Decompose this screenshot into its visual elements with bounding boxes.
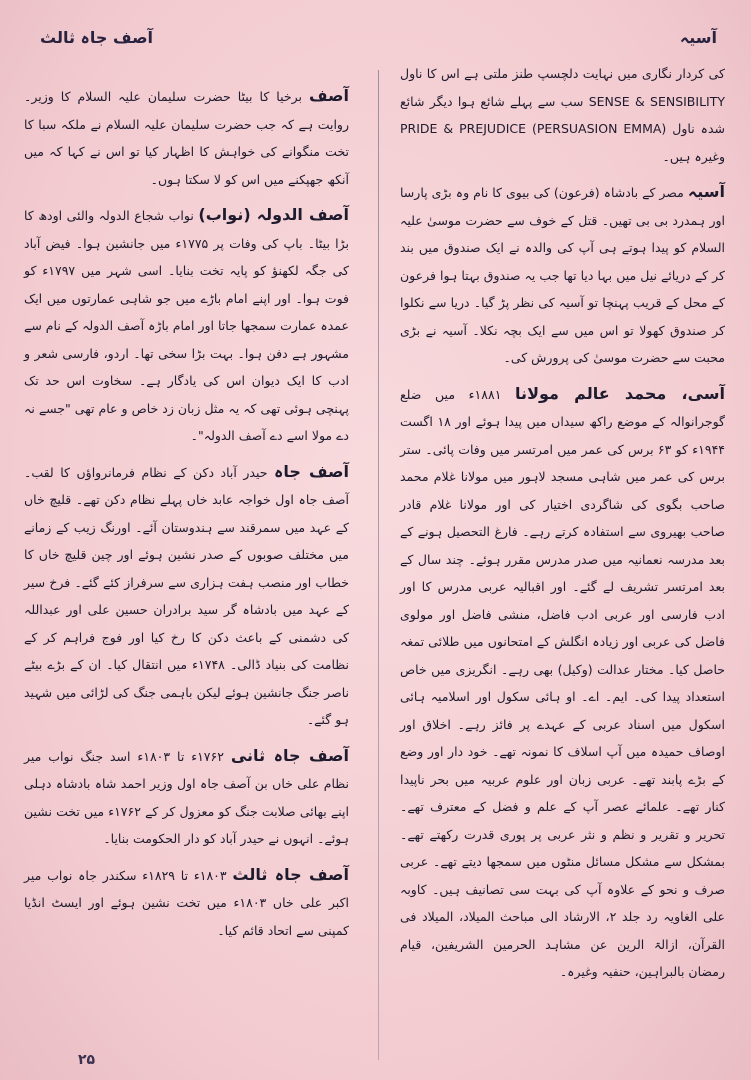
entry-headword: آصف جاہ — [273, 461, 349, 481]
entry-headword: آصف جاہ ثالث — [232, 864, 349, 884]
entry-text: نواب شجاع الدولہ والئی اودھ کا بڑا بیٹا۔ باپ کی وفات پر ۱۷۷۵ء میں جانشین ہوا۔ فیض آباد کی جگہ لکھنؤ کو پایہ تخت بنایا۔ اسی شہر میں ۱۷۹۷ء کو فوت ہوا۔ اور اپنے امام باڑے میں جو شاہی عمارتوں میں ایک عمدہ عمارت سمجھا جاتا اور امام باڑہ آصف الدولہ کے نام سے مشہور ہے دفن ہوا۔ بہت بڑا سخی تھا۔ اردو، فارسی شعر و ادب کا ایک دیوان اس کی یادگار ہے۔ سخاوت اس حد تک پہنچی ہوئی تھی کہ یہ مثل زبان زد خاص و عام تھی "جسے نہ دے مولا اسے دے آصف الدولہ"۔ — [24, 208, 350, 443]
entry-asiya — [400, 178, 725, 372]
right-column — [400, 60, 725, 994]
left-column — [24, 82, 349, 952]
entry-text: کی کردار نگاری میں نہایت دلچسپ طنز ملتی ہے اس کا ناول SENSE & SENSIBILITY سب سے پہلے شائع ہوا دیگر شائع شدہ ناول PRIDE & PREJUDICE (PERSUASION EMMA) وغیرہ ہیں۔ — [400, 66, 725, 164]
entry-text: حیدر آباد دکن کے نظام فرمانرواؤں کا لقب۔ آصف جاہ اول خواجہ عابد خاں پہلے نظام دکن تھے۔ قلیچ خاں کے عہد میں سمرقند سے ہندوستان آئے۔ اورنگ زیب کے زمانے میں مختلف صوبوں کے صدر نشین ہوئے اور چین قلیچ خاں کا خطاب اور منصب ہفت ہزاری سے سرفراز کئے گئے۔ فرخ سیر کے عہد میں بادشاہ گر سید برادران حسین علی اور عبداللہ کی دشمنی کے باعث دکن کا رخ کیا اور فوج فراہم کر کے نظامت کی بنیاد ڈالی۔ ۱۷۴۸ء میں انتقال کیا۔ ان کے بڑے بیٹے ناصر جنگ جانشین ہوئے لیکن باہمی جنگ کی لڑائی میں شہید ہو گئے۔ — [24, 464, 349, 727]
entry-asaf-jah-sani — [24, 742, 349, 853]
entry-text: برخیا کا بیٹا حضرت سلیمان علیہ السلام کا وزیر۔ روایت ہے کہ جب حضرت سلیمان علیہ السلام نے ملکہ سبا کا تخت منگوانے کی خواہش کا اظہار کیا تو اس نے کہا کہ میں آنکھ جھپکنے میں اس کو لا سکتا ہوں۔ — [24, 89, 349, 187]
entry-text: مصر کے بادشاہ (فرعون) کی بیوی کا نام وہ بڑی پارسا اور ہمدرد بی بی تھیں۔ قتل کے خوف سے حضرت موسیٰ علیہ السلام کو پیدا ہوتے ہی آپ کی والدہ نے ایک صندوق میں بند کر کے دریائے نیل میں بہا دیا تھا جب یہ صندوق بہتا ہوا فرعون کے محل کے قریب پہنچا تو آسیہ کی نظر پڑ گیا۔ دریا سے نکلوا کر صندوق کھولا تو اس میں سے ایک بچہ نکلا۔ آسیہ نے بڑی محبت سے حضرت موسیٰ کی پرورش کی۔ — [400, 185, 725, 365]
running-head-left: آصف جاہ ثالث — [40, 28, 154, 47]
entry-headword: آصف الدولہ (نواب) — [198, 205, 349, 224]
entry-headword: آسی، محمد عالم مولانا — [515, 383, 725, 403]
entry-headword: آصف جاہ ثانی — [230, 745, 349, 765]
entry-text: ۱۷۶۲ء تا ۱۸۰۳ء اسد جنگ نواب میر نظام علی خاں بن آصف جاہ اول وزیر احمد شاہ بادشاہ دہلی اپنے بھائی صلابت جنگ کو معزول کر کے ۱۷۶۲ء میں تخت نشین ہوئے۔ انہوں نے حیدر آباد کو دار الحکومت بنایا۔ — [24, 748, 349, 846]
entry-asaf — [24, 82, 349, 193]
entry-asaf-jah-salis — [24, 861, 349, 945]
entry-asi-muhammad-alam — [400, 380, 725, 986]
running-head-right: آسیہ — [679, 28, 717, 47]
entry-text: ۱۸۰۳ء تا ۱۸۲۹ء سکندر جاہ نواب میر اکبر علی خاں ۱۸۰۳ء میں تخت نشین ہوئے اور ایسٹ انڈیا کمپنی سے اتحاد قائم کیا۔ — [24, 867, 349, 938]
entry-asaf-ud-daula — [24, 201, 349, 450]
column-divider — [378, 70, 379, 1060]
entry-text: ۱۸۸۱ء میں ضلع گوجرانوالہ کے موضع راکھ سیداں میں پیدا ہوئے اور ۱۸ اگست ۱۹۴۴ء کو ۶۳ برس کی عمر میں امرتسر میں وفات پائی۔ ستر برس کی عمر میں شاہی مسجد لاہور میں مولانا غلام محمد صاحب بگوی کی شاگردی اختیار کی اور مولانا غلام قادر صاحب بھیروی سے استفادہ کرتے رہے۔ فارغ التحصیل ہونے کے بعد مدرسہ نعمانیہ میں صدر مدرس مقرر ہوئے۔ چند سال کے بعد امرتسر تشریف لے گئے۔ اور اقبالیہ عربی مدرس کا اور ادب فارسی اور عربی ادب فاضل، منشی فاضل اور مولوی فاضل کی عربی اور زیادہ انگلش کے امتحانوں میں طلائی تمغہ حاصل کیا۔ مختار عدالت (وکیل) بھی رہے۔ انگریزی میں خاص استعداد پیدا کی۔ ایم۔ اے۔ او ہائی سکول اور اسلامیہ ہائی اسکول میں اسناد عربی کے عہدے پر فائز رہے۔ اخلاق اور اوصاف حمیدہ میں آپ اسلاف کا نمونہ تھے۔ خود دار اور وضع کے بڑے پابند تھے۔ عربی زبان اور علوم عربیہ میں بحر ناپیدا کنار تھے۔ علمائے عصر آپ کے علم و فضل کے معترف تھے۔ تحریر و تقریر و نظم و نثر عربی پر پوری قدرت رکھتے تھے۔ بمشکل سے مشکل مسائل منٹوں میں سمجھا دیتے تھے۔ عربی صرف و نحو کے علاوہ آپ کی بہت سی تصانیف ہیں۔ کاوبہ علی الغاویہ رد جلد ۲، الارشاد الی مباحث المیلاد، المیلاد فی القرآن، ازالۃ الرین عن مشاہد الحرمین الشریفین، قیام رمضان بالبراہین، حنفیہ وغیرہ۔ — [400, 386, 725, 979]
entry-headword: آسیہ — [687, 182, 725, 201]
entry-continued — [400, 60, 725, 170]
page-number: ۲۵ — [78, 1052, 96, 1068]
entry-asaf-jah — [24, 458, 349, 734]
entry-headword: آصف — [309, 86, 349, 105]
